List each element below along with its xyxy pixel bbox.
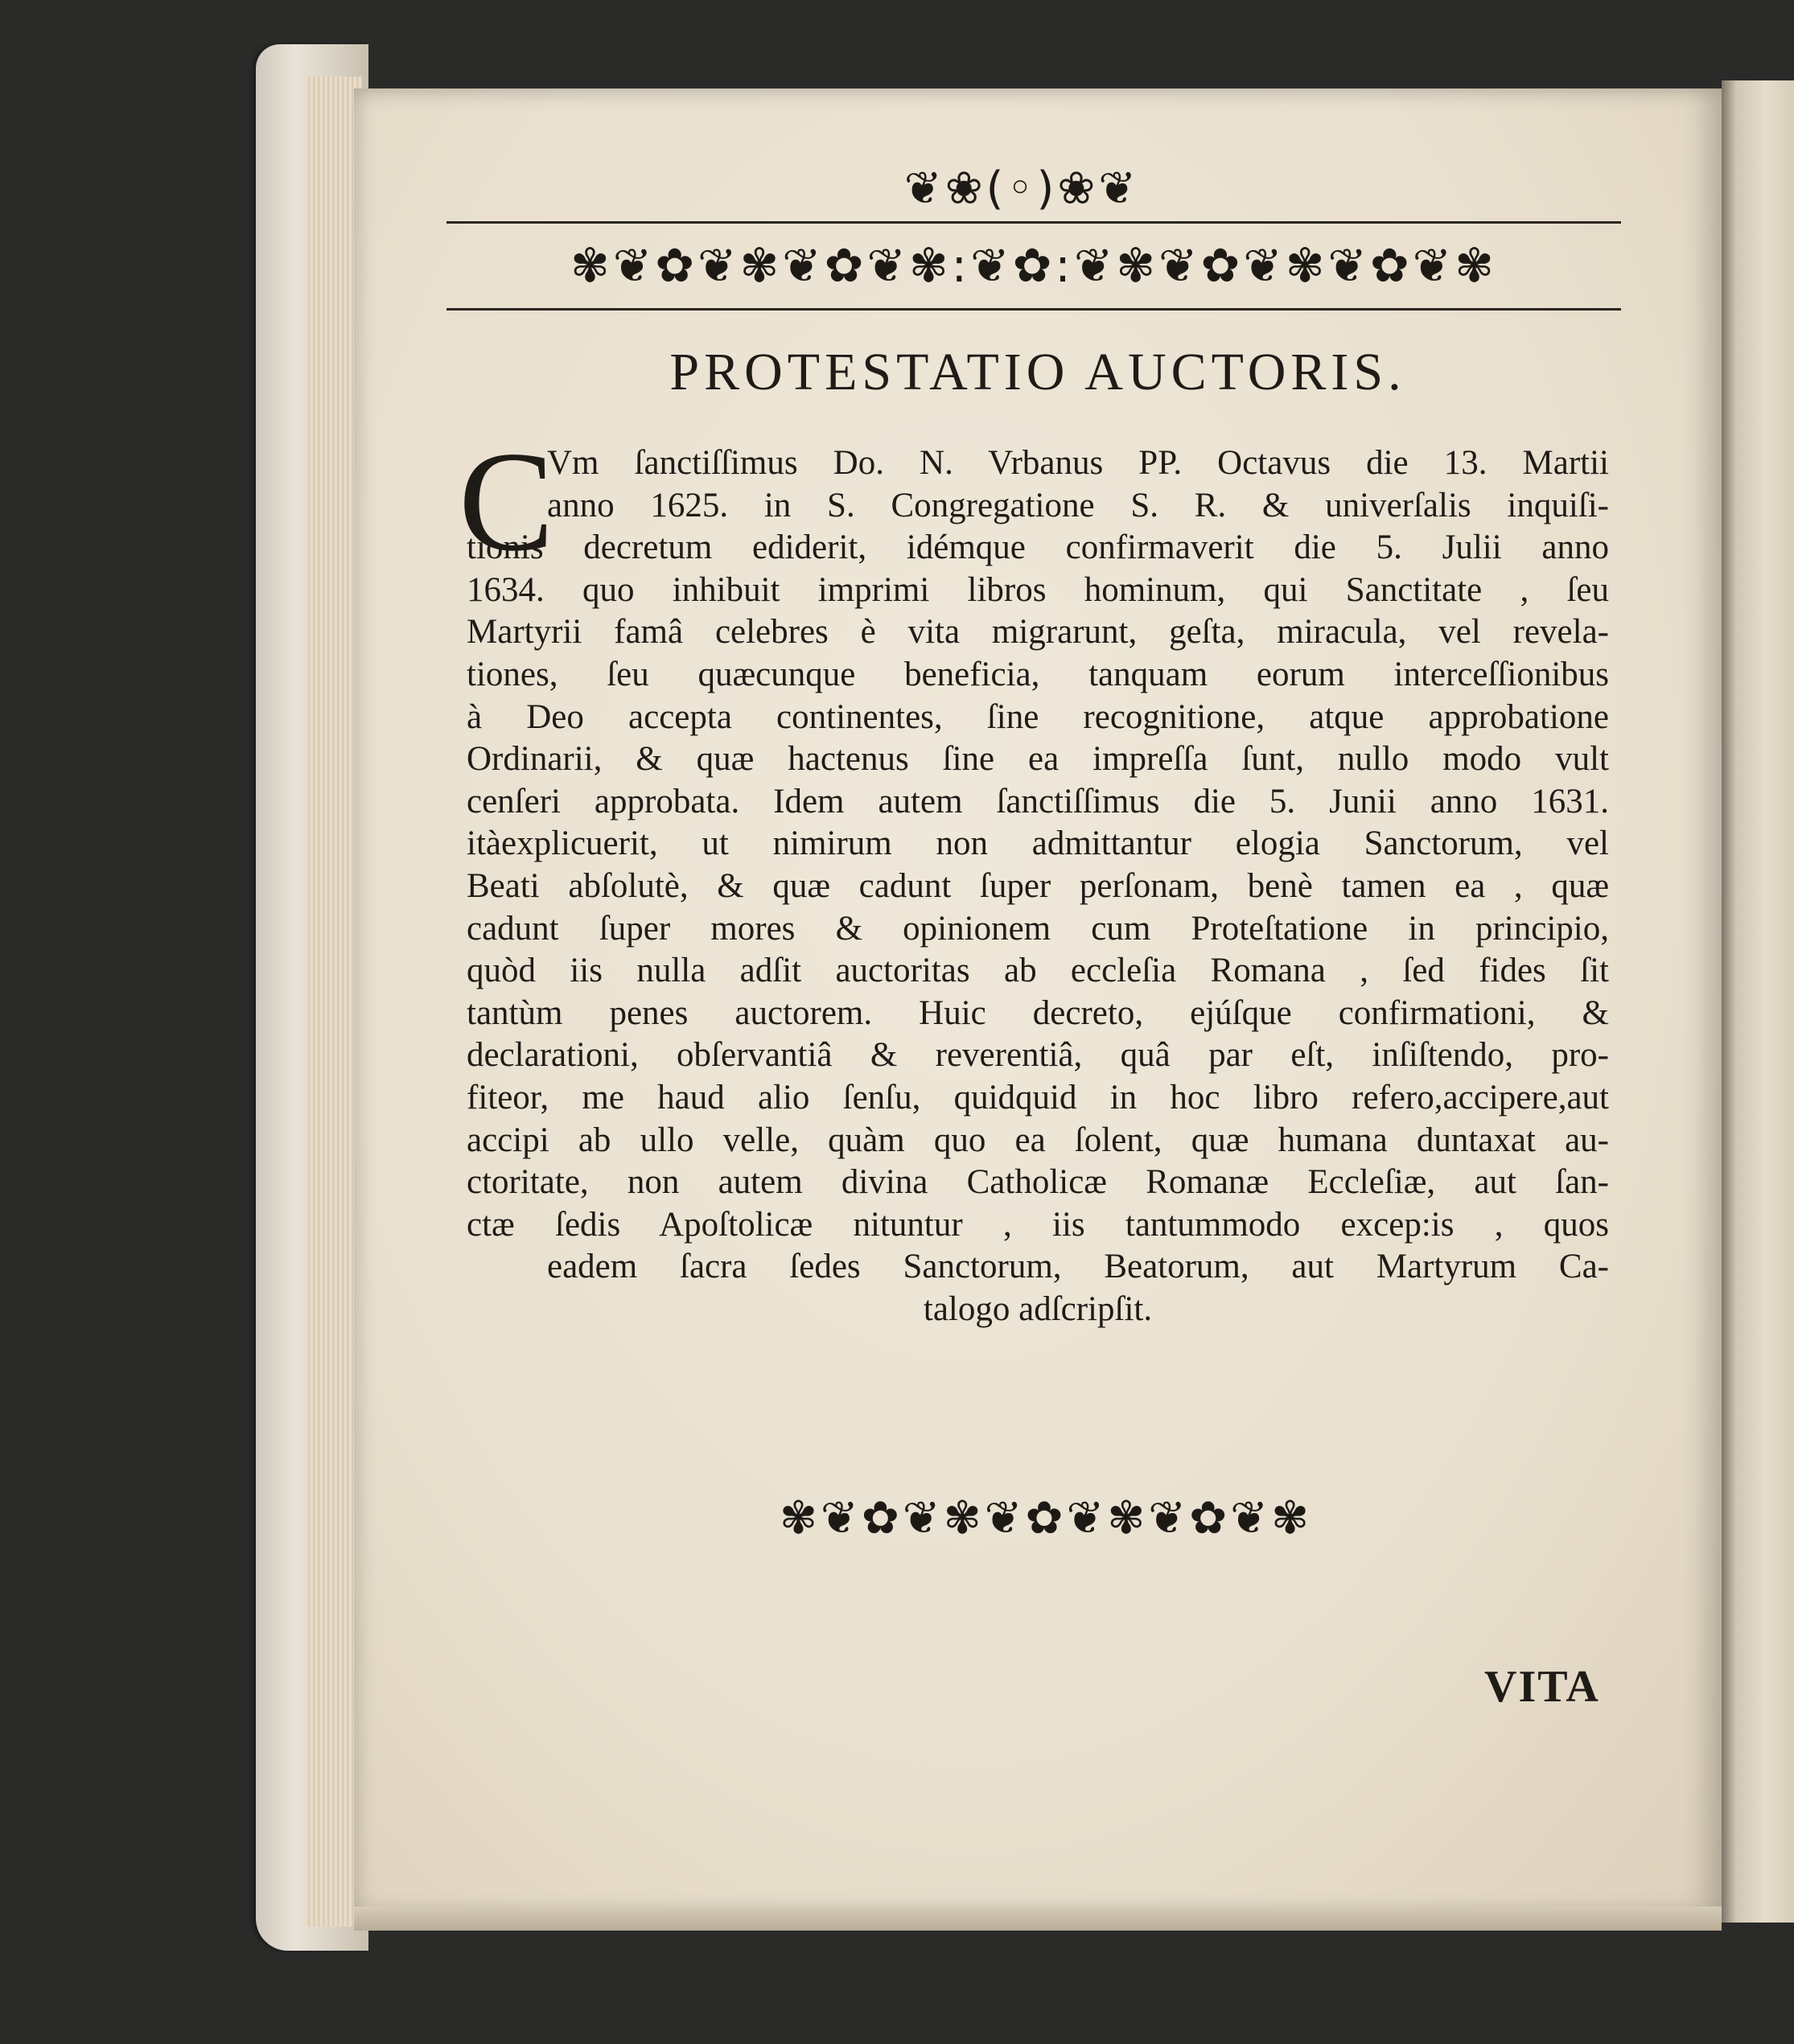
body-line: Martyrii famâ celebres è vita migrarunt, geſta, miracula, vel revela- (467, 613, 1609, 652)
body-line: tionis decretum ediderit, idémque confirmaverit die 5. Julii anno (467, 528, 1609, 567)
page-heading: PROTESTATIO AUCTORIS. (669, 343, 1406, 401)
body-line: accipi ab ullo velle, quàm quo ea ſolent, quæ humana duntaxat au- (467, 1121, 1609, 1159)
body-line-final: talogo adſcripſit. (923, 1289, 1153, 1328)
next-page-edge (1722, 80, 1794, 1923)
bottom-ornament: ✾❦✿❦✾❦✿❦✾❦✿❦✾ (780, 1492, 1312, 1544)
body-line: 1634. quo inhibuit imprimi libros hominum, qui Sanctitate , ſeu (467, 570, 1609, 609)
body-line: Vm ſanctiſſimus Do. N. Vrbanus PP. Octavus die 13. Martii (547, 444, 1609, 482)
top-ornament-band: ✾❦✿❦✾❦✿❦✾:❦✿:❦✾❦✿❦✾❦✿❦✾ (446, 221, 1621, 311)
body-line: fiteor, me haud alio ſenſu, quidquid in hoc libro refero,accipere,aut (467, 1078, 1609, 1117)
body-line: à Deo accepta continentes, ſine recognitione, atque approbatione (467, 697, 1609, 736)
body-line: Beati abſolutè, & quæ cadunt ſuper perſonam, benè tamen ea , quæ (467, 866, 1609, 905)
body-line: Ordinarii, & quæ hactenus ſine ea impreſſa ſunt, nullo modo vult (467, 740, 1609, 779)
drop-cap: C (459, 422, 554, 581)
body-line: cenſeri approbata. Idem autem ſanctiſſimus die 5. Junii anno 1631. (467, 782, 1609, 820)
body-text (467, 442, 1609, 1330)
body-line: eadem ſacra ſedes Sanctorum, Beatorum, aut Martyrum Ca- (547, 1248, 1609, 1286)
body-line: ctæ ſedis Apoſtolicæ nituntur , iis tantummodo excep:is , quos (467, 1205, 1609, 1244)
body-line: anno 1625. in S. Congregatione S. R. & univerſalis inquiſi- (547, 486, 1609, 524)
body-line: itàexplicuerit, ut nimirum non admittantur elogia Sanctorum, vel (467, 825, 1609, 863)
body-line: declarationi, obſervantiâ & reverentiâ, quâ par eſt, inſiſtendo, pro- (467, 1036, 1609, 1075)
body-line: ctoritate, non autem divina Catholicæ Romanæ Eccleſiæ, aut ſan- (467, 1163, 1609, 1202)
body-line: tantùm penes auctorem. Huic decreto, ejúſque confirmationi, & (467, 993, 1609, 1032)
body-line: cadunt ſuper mores & opinionem cum Proteſtatione in principio, (467, 909, 1609, 948)
body-line: quòd iis nulla adſit auctoritas ab eccleſia Romana , ſed fides ſit (467, 952, 1609, 990)
catchword: VITA (1484, 1662, 1600, 1712)
page-bottom-edge (354, 1906, 1722, 1931)
top-ornament-small: ❦❀(◦)❀❦ (903, 162, 1140, 215)
body-line: tiones, ſeu quæcunque beneficia, tanquam eorum interceſſionibus (467, 655, 1609, 693)
